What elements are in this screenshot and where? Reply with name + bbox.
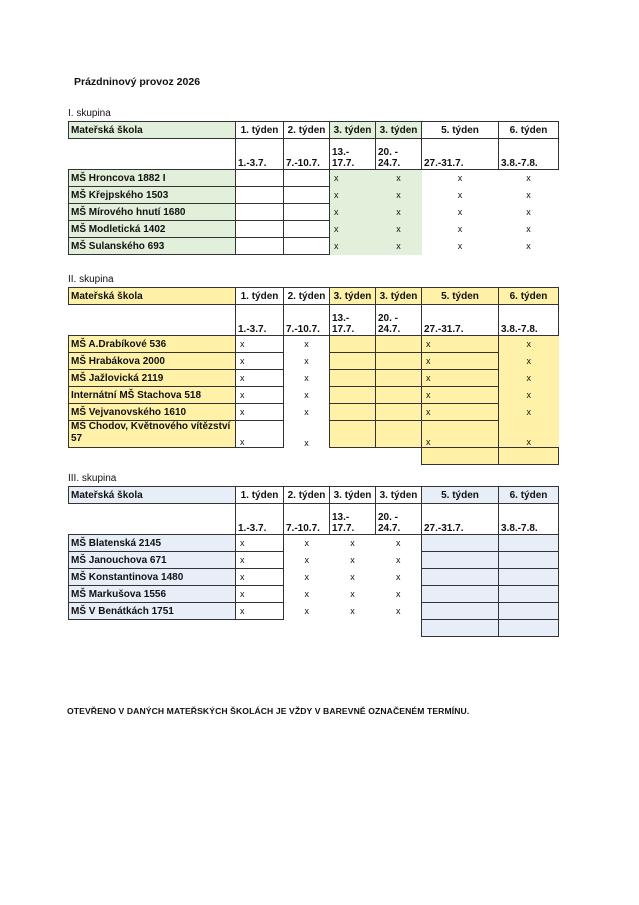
mark-cell: x: [304, 373, 309, 383]
week-dates: [499, 305, 559, 336]
mark-cell: [376, 370, 422, 387]
week-dates: [236, 305, 284, 336]
week-dates: [284, 504, 330, 535]
group-label: III. skupina: [68, 473, 117, 484]
week-header: 6. týden: [499, 487, 559, 504]
mark-cell: x: [457, 173, 463, 184]
mark-cell: x: [376, 204, 422, 221]
mark-cell: x: [422, 370, 499, 387]
filler-cell: [376, 448, 422, 465]
filler-cell: [69, 448, 236, 465]
mark-cell: x: [330, 238, 376, 255]
mark-cell: x: [376, 187, 422, 204]
school-name: MŠ A.Drabíkové 536: [69, 336, 236, 353]
mark-cell: x: [350, 555, 355, 565]
mark-cell: x: [499, 353, 559, 370]
filler-cell: [330, 448, 376, 465]
mark-cell: x: [304, 555, 309, 565]
mark-cell: x: [236, 336, 284, 353]
mark-cell: x: [499, 421, 559, 448]
school-name: MŠ Markušova 1556: [69, 586, 236, 603]
mark-cell: x: [526, 173, 531, 184]
week-dates: [499, 139, 559, 170]
mark-cell: [330, 421, 376, 448]
mark-cell: [236, 204, 284, 221]
mark-cell: x: [499, 404, 559, 421]
mark-cell: x: [457, 241, 463, 251]
mark-cell: x: [526, 207, 531, 217]
mark-cell: x: [376, 238, 422, 255]
mark-cell: x: [457, 207, 463, 217]
date-start: 20. -: [378, 512, 399, 523]
mark-cell: [236, 170, 284, 187]
mark-cell: x: [236, 404, 284, 421]
date-start: 13.-: [332, 512, 350, 523]
week-dates: [330, 305, 376, 336]
date-range: 7.-10.7.: [286, 523, 320, 534]
mark-cell: x: [499, 370, 559, 387]
mark-cell: x: [422, 336, 499, 353]
group-label: II. skupina: [68, 274, 114, 285]
week-dates: [499, 504, 559, 535]
week-dates: [422, 305, 499, 336]
week-dates: [422, 504, 499, 535]
mark-cell: [236, 238, 284, 255]
blank-cell: [69, 504, 236, 535]
mark-cell: x: [396, 606, 401, 616]
mark-cell: [284, 170, 330, 187]
date-range: 24.7.: [378, 324, 401, 335]
mark-cell: x: [236, 586, 284, 603]
date-range: 24.7.: [378, 158, 401, 169]
mark-cell: [499, 603, 559, 620]
mark-cell: [376, 387, 422, 404]
week-header: 5. týden: [422, 487, 499, 504]
mark-cell: x: [304, 606, 309, 616]
mark-cell: x: [330, 221, 376, 238]
school-name: MŠ Vejvanovského 1610: [69, 404, 236, 421]
group-2: [68, 274, 558, 465]
footer-note: OTEVŘENO V DANÝCH MATEŘSKÝCH ŠKOLÁCH JE VŽDY V BAREVNĚ OZNAČENÉM TERMÍNU.: [67, 706, 470, 716]
group-label: I. skupina: [68, 108, 111, 119]
mark-cell: x: [304, 390, 309, 400]
mark-cell: x: [499, 387, 559, 404]
schedule-table: [68, 121, 559, 255]
page-title: Prázdninový provoz 2026: [74, 76, 201, 88]
mark-cell: [330, 336, 376, 353]
mark-cell: x: [422, 404, 499, 421]
table-row: [69, 404, 559, 421]
mark-cell: x: [526, 241, 531, 251]
mark-cell: [499, 586, 559, 603]
mark-cell: [330, 387, 376, 404]
table-row: [69, 221, 559, 238]
blank-cell: [69, 305, 236, 336]
filler-cell: [236, 620, 284, 637]
mark-cell: [376, 336, 422, 353]
week-dates: [330, 139, 376, 170]
mark-cell: x: [396, 572, 401, 582]
week-header: 2. týden: [284, 487, 330, 504]
mark-cell: x: [236, 387, 284, 404]
week-header: 5. týden: [422, 288, 499, 305]
school-name: MŠ Blatenská 2145: [69, 535, 236, 552]
date-range: 7.-10.7.: [286, 324, 320, 335]
mark-cell: [284, 238, 330, 255]
mark-cell: x: [396, 555, 401, 565]
school-name: MŠ Modletická 1402: [69, 221, 236, 238]
table-row: [69, 187, 559, 204]
filler-cell: [376, 620, 422, 637]
week-dates: [376, 504, 422, 535]
mark-cell: x: [350, 589, 355, 599]
filler-cell: [236, 448, 284, 465]
week-header: 2. týden: [284, 122, 330, 139]
date-range: 17.7.: [332, 523, 355, 534]
mark-cell: x: [236, 603, 284, 620]
table-row: [69, 535, 559, 552]
blank-cell: [69, 139, 236, 170]
school-name: MŠ Hrabákova 2000: [69, 353, 236, 370]
week-header: 2. týden: [284, 288, 330, 305]
week-header: 1. týden: [236, 288, 284, 305]
week-dates: [376, 305, 422, 336]
filler-cell: [499, 620, 559, 637]
date-range: 24.7.: [378, 523, 401, 534]
filler-cell: [422, 448, 499, 465]
mark-cell: x: [304, 589, 309, 599]
filler-cell: [284, 620, 330, 637]
mark-cell: [330, 370, 376, 387]
filler-cell: [330, 620, 376, 637]
mark-cell: x: [396, 538, 401, 549]
mark-cell: x: [304, 538, 309, 549]
mark-cell: [422, 586, 499, 603]
school-name: Internátní MŠ Stachova 518: [69, 387, 236, 404]
date-range: 27.-31.7.: [424, 324, 464, 335]
table-row: [69, 603, 559, 620]
date-range: 1.-3.7.: [238, 158, 267, 169]
group-3: [68, 473, 558, 637]
mark-cell: x: [422, 387, 499, 404]
mark-cell: [499, 552, 559, 569]
school-name: MŠ Hroncova 1882 I: [69, 170, 236, 187]
week-header: 1. týden: [236, 487, 284, 504]
mark-cell: x: [236, 353, 284, 370]
mark-cell: x: [350, 538, 355, 549]
date-start: 20. -: [378, 147, 399, 158]
school-name: MŠ Mírového hnutí 1680: [69, 204, 236, 221]
mark-cell: x: [236, 421, 284, 448]
date-range: 7.-10.7.: [286, 158, 320, 169]
mark-cell: x: [526, 224, 531, 234]
mark-cell: [376, 353, 422, 370]
school-header: Mateřská škola: [69, 122, 236, 139]
week-dates: [284, 305, 330, 336]
schedule-table: [68, 486, 559, 637]
mark-cell: x: [304, 407, 309, 417]
mark-cell: x: [236, 535, 284, 552]
mark-cell: [284, 204, 330, 221]
mark-cell: [376, 421, 422, 448]
group-1: [68, 108, 558, 255]
date-start: 13.-: [332, 147, 350, 158]
school-name: MŠ Konstantinova 1480: [69, 569, 236, 586]
mark-cell: x: [422, 353, 499, 370]
week-header: 1. týden: [236, 122, 284, 139]
date-range: 27.-31.7.: [424, 523, 464, 534]
mark-cell: [284, 221, 330, 238]
mark-cell: [284, 187, 330, 204]
table-row: [69, 569, 559, 586]
filler-row: [69, 620, 559, 637]
week-header: 6. týden: [499, 288, 559, 305]
filler-row: [69, 448, 559, 465]
date-range: 3.8.-7.8.: [501, 523, 538, 534]
table-row: [69, 204, 559, 221]
filler-cell: [422, 620, 499, 637]
mark-cell: x: [396, 589, 401, 599]
school-name: MŠ V Benátkách 1751: [69, 603, 236, 620]
week-header: 5. týden: [422, 122, 499, 139]
school-name: MŠ Janouchova 671: [69, 552, 236, 569]
week-header: 3. týden: [330, 487, 376, 504]
week-dates: [284, 139, 330, 170]
filler-cell: [69, 620, 236, 637]
mark-cell: x: [499, 336, 559, 353]
week-header: 3. týden: [376, 288, 422, 305]
school-name: MŠ Sulanského 693: [69, 238, 236, 255]
date-range: 1.-3.7.: [238, 324, 267, 335]
school-name: MŠ Křejpského 1503: [69, 187, 236, 204]
table-row: [69, 421, 559, 448]
mark-cell: x: [526, 190, 531, 200]
mark-cell: [376, 404, 422, 421]
week-header: 3. týden: [376, 122, 422, 139]
mark-cell: x: [350, 606, 355, 616]
table-row: [69, 170, 559, 187]
filler-cell: [499, 448, 559, 465]
mark-cell: x: [422, 421, 499, 448]
mark-cell: [422, 569, 499, 586]
mark-cell: x: [304, 356, 309, 366]
mark-cell: [499, 535, 559, 552]
table-row: [69, 552, 559, 569]
school-name: MŠ Jažlovická 2119: [69, 370, 236, 387]
mark-cell: x: [330, 170, 376, 187]
week-dates: [236, 139, 284, 170]
mark-cell: x: [457, 224, 463, 234]
table-row: [69, 586, 559, 603]
mark-cell: [236, 221, 284, 238]
date-range: 17.7.: [332, 158, 355, 169]
school-header: Mateřská škola: [69, 487, 236, 504]
date-range: 27.-31.7.: [424, 158, 464, 169]
mark-cell: [422, 603, 499, 620]
school-header: Mateřská škola: [69, 288, 236, 305]
mark-cell: x: [376, 221, 422, 238]
mark-cell: x: [304, 437, 309, 448]
table-row: [69, 353, 559, 370]
date-range: 17.7.: [332, 324, 355, 335]
table-row: [69, 370, 559, 387]
mark-cell: x: [330, 204, 376, 221]
date-range: 3.8.-7.8.: [501, 158, 538, 169]
date-start: 13.-: [332, 313, 350, 324]
week-dates: [236, 504, 284, 535]
mark-cell: [499, 569, 559, 586]
date-range: 3.8.-7.8.: [501, 324, 538, 335]
mark-cell: [330, 353, 376, 370]
table-row: [69, 238, 559, 255]
week-dates: [376, 139, 422, 170]
mark-cell: x: [236, 569, 284, 586]
mark-cell: x: [376, 170, 422, 187]
mark-cell: x: [304, 572, 309, 582]
mark-cell: x: [350, 572, 355, 582]
week-header: 3. týden: [330, 288, 376, 305]
schedule-table: [68, 287, 559, 465]
week-dates: [422, 139, 499, 170]
mark-cell: [422, 535, 499, 552]
mark-cell: [422, 552, 499, 569]
mark-cell: x: [236, 552, 284, 569]
table-row: [69, 387, 559, 404]
mark-cell: x: [457, 190, 463, 200]
school-name: MŠ Chodov, Květnového vítězství 57: [69, 421, 236, 448]
week-header: 3. týden: [330, 122, 376, 139]
table-row: [69, 336, 559, 353]
mark-cell: x: [304, 339, 309, 350]
filler-cell: [284, 448, 330, 465]
mark-cell: [330, 404, 376, 421]
date-start: 20. -: [378, 313, 399, 324]
week-header: 6. týden: [499, 122, 559, 139]
mark-cell: x: [236, 370, 284, 387]
date-range: 1.-3.7.: [238, 523, 267, 534]
week-header: 3. týden: [376, 487, 422, 504]
mark-cell: x: [330, 187, 376, 204]
mark-cell: [236, 187, 284, 204]
week-dates: [330, 504, 376, 535]
